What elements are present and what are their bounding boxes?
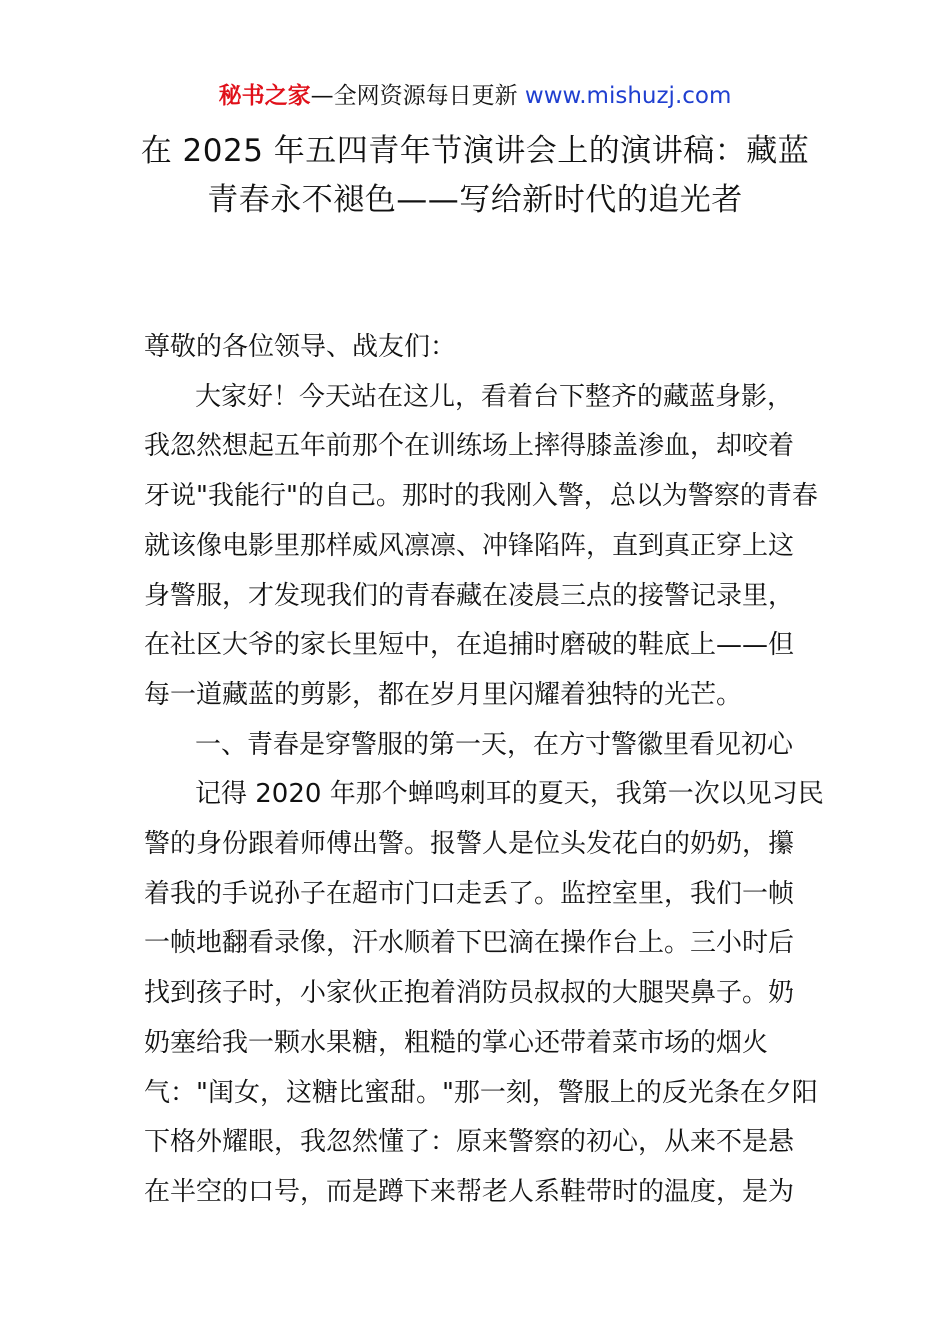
document-title: [140, 127, 810, 225]
title-line-1: 在 2025 年五四青年节演讲会上的演讲稿：藏蓝: [140, 133, 810, 169]
body-line: 我忽然想起五年前那个在训练场上摔得膝盖渗血，却咬着: [144, 431, 795, 462]
body-line: 就该像电影里那样威风凛凛、冲锋陷阵，直到真正穿上这: [144, 530, 795, 561]
title-line-2: 青春永不褪色——写给新时代的追光者: [207, 182, 743, 218]
site-brand: 秘书之家: [218, 83, 311, 109]
body-line: 在半空的口号，而是蹲下来帮老人系鞋带时的温度，是为: [144, 1176, 795, 1207]
body-line: 在社区大爷的家长里短中，在追捕时磨破的鞋底上——但: [144, 630, 795, 661]
body-line: 着我的手说孙子在超市门口走丢了。监控室里，我们一帧: [144, 878, 795, 909]
site-header: [0, 80, 950, 112]
site-tagline: —全网资源每日更新: [310, 83, 525, 109]
salutation: 尊敬的各位领导、战友们：: [144, 332, 457, 362]
section-heading: 一、青春是穿警服的第一天，在方寸警徽里看见初心: [195, 729, 794, 760]
body-line: 大家好！今天站在这儿，看着台下整齐的藏蓝身影，: [195, 381, 794, 412]
body-line: 牙说"我能行"的自己。那时的我刚入警，总以为警察的青春: [144, 481, 818, 512]
body-line: 下格外耀眼，我忽然懂了：原来警察的初心，从来不是悬: [144, 1127, 795, 1158]
site-url-link[interactable]: www.mishuzj.com: [524, 83, 732, 109]
body-line: 身警服，才发现我们的青春藏在凌晨三点的接警记录里，: [144, 580, 795, 611]
body-line: 奶塞给我一颗水果糖，粗糙的掌心还带着菜市场的烟火: [144, 1027, 769, 1058]
body-line: 记得 2020 年那个蝉鸣刺耳的夏天，我第一次以见习民: [195, 779, 824, 810]
body-line: 找到孩子时，小家伙正抱着消防员叔叔的大腿哭鼻子。奶: [144, 978, 795, 1009]
body-line: 一帧地翻看录像，汗水顺着下巴滴在操作台上。三小时后: [144, 928, 795, 959]
body-line: 每一道藏蓝的剪影，都在岁月里闪耀着独特的光芒。: [144, 679, 743, 710]
document-body: [144, 323, 824, 1218]
body-line: 气："闺女，这糖比蜜甜。"那一刻，警服上的反光条在夕阳: [144, 1077, 818, 1108]
body-line: 警的身份跟着师傅出警。报警人是位头发花白的奶奶，攥: [144, 829, 795, 860]
